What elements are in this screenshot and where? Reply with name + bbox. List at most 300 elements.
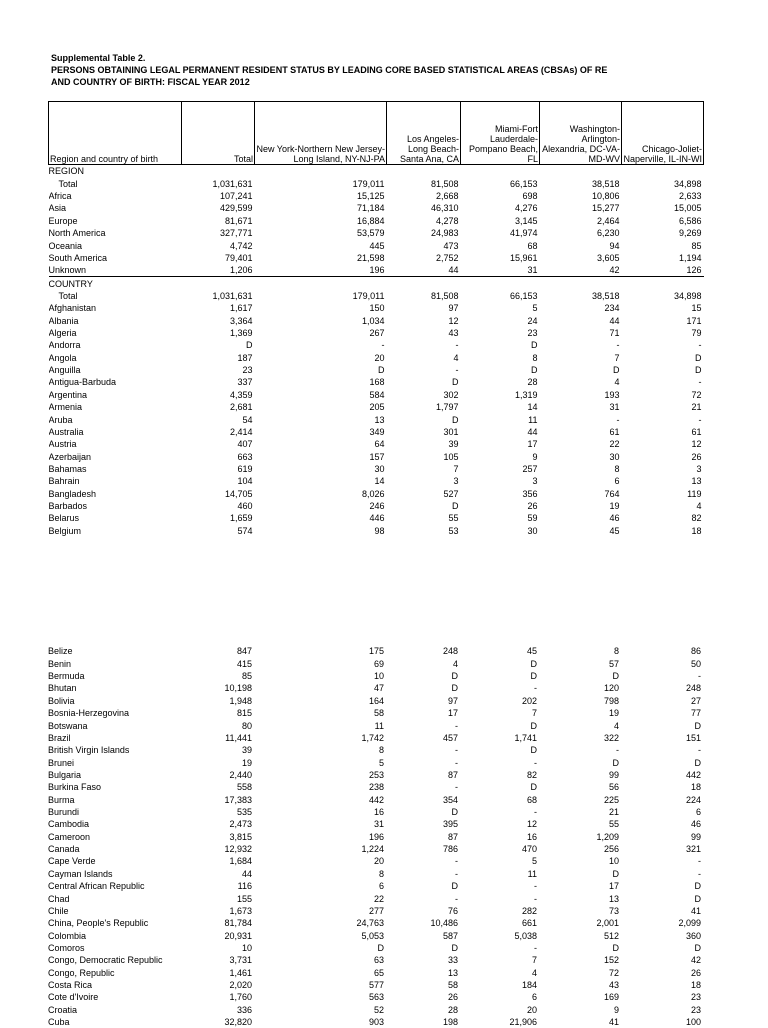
cell-value: 574 xyxy=(237,525,253,536)
table-row-oceania xyxy=(49,239,704,251)
cell-value: 28 xyxy=(527,377,538,388)
cell-value: 169 xyxy=(603,992,619,1003)
cell-value: 253 xyxy=(368,769,384,780)
cell-value: 395 xyxy=(442,819,458,830)
cell-value: 470 xyxy=(521,844,537,855)
cell-value: 72 xyxy=(608,967,619,978)
cell-value: 187 xyxy=(237,352,253,363)
table-title-block xyxy=(51,52,751,88)
cell-value: - xyxy=(455,745,458,756)
table-row-albania xyxy=(49,314,704,326)
cell-value: 164 xyxy=(368,695,384,706)
table-row-afghanistan xyxy=(49,302,704,314)
table-row-algeria xyxy=(49,327,704,339)
row-label: Unknown xyxy=(49,264,182,277)
cell-value: 52 xyxy=(373,1004,384,1015)
cell-value: 1,742 xyxy=(361,732,384,743)
row-label: Central African Republic xyxy=(48,881,145,892)
cell-value: 58 xyxy=(373,708,384,719)
cell-value: 2,414 xyxy=(229,426,253,437)
cell-value: 337 xyxy=(237,377,253,388)
cell-value: 224 xyxy=(685,794,701,805)
table-row-africa xyxy=(49,190,704,202)
cell-value: - xyxy=(534,683,537,694)
cell-value: D xyxy=(530,720,537,731)
cell-value: 6 xyxy=(531,992,537,1003)
cell-value: 56 xyxy=(608,782,619,793)
row-label: South America xyxy=(48,252,108,263)
cell-value: 4 xyxy=(613,720,619,731)
cell-value: 6 xyxy=(614,476,620,487)
table-row-anguilla xyxy=(49,364,704,376)
cell-value: 61 xyxy=(609,426,620,437)
cell-value: - xyxy=(698,856,701,867)
cell-value: 68 xyxy=(527,240,538,251)
cell-value: 23 xyxy=(527,328,538,339)
cell-value: 3 xyxy=(453,476,459,487)
cell-value: 30 xyxy=(374,463,385,474)
cell-value: 42 xyxy=(690,955,701,966)
cell-value: 4 xyxy=(452,658,458,669)
cell-value: D xyxy=(530,671,537,682)
cell-value: 26 xyxy=(691,451,702,462)
cell-value: 24,763 xyxy=(356,918,384,929)
cell-value: 33 xyxy=(447,955,458,966)
cell-value: 105 xyxy=(443,451,459,462)
row-label: Canada xyxy=(48,844,80,855)
table-row-bahamas xyxy=(49,463,704,475)
cell-value: 20 xyxy=(374,352,385,363)
row-label: Chad xyxy=(48,893,70,904)
cell-value: 15,961 xyxy=(509,252,538,263)
cell-value: - xyxy=(698,377,702,388)
cell-value: 119 xyxy=(687,488,702,499)
column-header-miami: Miami-Fort Lauderdale-Pompano Beach, FL xyxy=(461,102,540,165)
cell-value: 39 xyxy=(241,745,252,756)
row-label: Burundi xyxy=(48,807,80,818)
cell-value: D xyxy=(612,671,619,682)
cell-value: 1,684 xyxy=(229,856,252,867)
cell-value: D xyxy=(451,942,458,953)
cell-value: 445 xyxy=(369,240,385,251)
column-header-washington: Washington-Arlington-Alexandria, DC-VA-MD-WV xyxy=(540,102,622,165)
cell-value: - xyxy=(616,340,620,351)
cell-value: 1,206 xyxy=(182,264,255,277)
cell-value: 698 xyxy=(522,191,538,202)
row-label: Bosnia-Herzegovina xyxy=(48,708,130,719)
table-row-burundi xyxy=(48,806,703,818)
table-row-congo-democratic-republic xyxy=(48,954,703,966)
cell-value: - xyxy=(698,745,701,756)
cell-value: 2,681 xyxy=(229,402,253,413)
cell-value: 1,948 xyxy=(229,695,252,706)
cell-value: 11 xyxy=(527,868,537,879)
cell-value: 34,898 xyxy=(673,290,702,301)
cell-value: 71,184 xyxy=(356,203,385,214)
cell-value: 66,153 xyxy=(509,178,538,189)
table-row-argentina xyxy=(49,388,704,400)
cell-value: 99 xyxy=(608,769,619,780)
row-label: Cayman Islands xyxy=(48,868,113,879)
cell-value: 15 xyxy=(691,303,702,314)
cell-value: D xyxy=(451,807,458,818)
cell-value: 2,001 xyxy=(596,918,619,929)
table-row-bangladesh xyxy=(49,487,704,499)
table-row-bulgaria xyxy=(48,769,703,781)
cell-value: 302 xyxy=(443,389,459,400)
cell-value: 277 xyxy=(368,905,384,916)
cell-value: 248 xyxy=(685,683,701,694)
cell-value: 527 xyxy=(443,488,459,499)
table-row-austria xyxy=(49,438,704,450)
cell-value: 43 xyxy=(608,980,619,991)
cell-value: 54 xyxy=(242,414,253,425)
table-row-burkina-faso xyxy=(48,781,703,793)
cell-value: - xyxy=(455,868,458,879)
cell-value: D xyxy=(530,745,537,756)
cell-value: 34,898 xyxy=(673,178,702,189)
section-row-country xyxy=(49,277,704,290)
cell-value: 82 xyxy=(526,769,537,780)
cell-value: 31 xyxy=(609,402,620,413)
cell-value: 18 xyxy=(690,980,701,991)
cell-value: - xyxy=(534,881,537,892)
row-label: Bhutan xyxy=(48,683,77,694)
cell-value: - xyxy=(455,340,459,351)
cell-value: 442 xyxy=(685,769,701,780)
row-label: Belarus xyxy=(48,513,80,524)
cell-value: 98 xyxy=(374,525,385,536)
row-label: Bahamas xyxy=(48,463,87,474)
cell-value: - xyxy=(698,671,701,682)
cell-value: D xyxy=(530,658,537,669)
table-row-belarus xyxy=(49,512,704,524)
table-row-central-african-republic xyxy=(48,880,703,892)
cell-value: 21,906 xyxy=(509,1017,537,1028)
cell-value: 20,931 xyxy=(224,930,252,941)
cell-value: 3,605 xyxy=(596,252,620,263)
cell-value: 7 xyxy=(614,352,620,363)
cell-value: 4,278 xyxy=(435,215,459,226)
row-label: Belgium xyxy=(48,525,82,536)
column-header-region: Region and country of birth xyxy=(49,102,182,165)
row-label: Algeria xyxy=(48,328,77,339)
cell-value: 786 xyxy=(442,844,458,855)
cell-value: 12 xyxy=(691,439,702,450)
cell-value: 4,276 xyxy=(514,203,538,214)
cell-value: 8 xyxy=(378,868,384,879)
table-title-line-1: PERSONS OBTAINING LEGAL PERMANENT RESIDENT STATUS BY LEADING CORE BASED STATISTICAL AREAS (CBSAs) OF RE xyxy=(51,65,608,75)
cell-value: 4 xyxy=(696,501,702,512)
section-label: REGION xyxy=(48,166,85,177)
table-row-british-virgin-islands xyxy=(48,744,703,756)
row-label: Benin xyxy=(48,658,72,669)
cell-value: 97 xyxy=(448,303,459,314)
cell-value: 41 xyxy=(690,905,701,916)
cell-value: 46 xyxy=(609,513,620,524)
row-label: Aruba xyxy=(48,414,73,425)
cell-value: 301 xyxy=(443,426,459,437)
table-row-andorra xyxy=(49,339,704,351)
row-label: Burkina Faso xyxy=(48,782,102,793)
row-label: Angola xyxy=(48,352,77,363)
cell-value: 116 xyxy=(237,881,252,892)
cell-value: 41 xyxy=(608,1017,619,1028)
table-row-cambodia xyxy=(48,818,703,830)
row-label: Azerbaijan xyxy=(48,451,92,462)
cell-value: 18 xyxy=(691,525,702,536)
cell-value: 73 xyxy=(608,905,619,916)
cell-value: 1,461 xyxy=(229,967,252,978)
cell-value: 126 xyxy=(622,264,704,277)
cell-value: 15,005 xyxy=(673,203,702,214)
cell-value: 179,011 xyxy=(352,290,385,301)
cell-value: 79,401 xyxy=(224,252,253,263)
cell-value: 193 xyxy=(604,389,620,400)
row-label: Brazil xyxy=(48,732,71,743)
row-label: Bahrain xyxy=(48,476,80,487)
cell-value: - xyxy=(455,856,458,867)
cell-value: 764 xyxy=(604,488,620,499)
cell-value: 28 xyxy=(447,1004,458,1015)
cell-value: 248 xyxy=(442,646,458,657)
cell-value: 17,383 xyxy=(224,794,252,805)
row-label: Costa Rica xyxy=(48,980,93,991)
cell-value: 55 xyxy=(448,513,459,524)
cell-value: 10 xyxy=(373,671,384,682)
cell-value: 16 xyxy=(526,831,537,842)
cell-value: 30 xyxy=(609,451,620,462)
table-row-belize xyxy=(48,645,703,657)
cell-value: 13 xyxy=(374,414,385,425)
cell-value: 8 xyxy=(613,646,619,657)
cell-value: 14,705 xyxy=(224,488,253,499)
cell-value: D xyxy=(531,365,538,376)
cell-value: 3,815 xyxy=(229,831,252,842)
cell-value: 663 xyxy=(237,451,253,462)
cell-value: 81,784 xyxy=(224,918,252,929)
cell-value: 5 xyxy=(532,303,538,314)
cell-value: D xyxy=(694,893,701,904)
cell-value: D xyxy=(530,782,537,793)
cell-value: 23 xyxy=(690,1004,701,1015)
table-row-colombia xyxy=(48,929,703,941)
cell-value: 5,038 xyxy=(514,930,537,941)
cell-value: D xyxy=(246,340,253,351)
cell-value: D xyxy=(694,942,701,953)
cell-value: 175 xyxy=(368,646,384,657)
cell-value: 12 xyxy=(526,819,537,830)
row-label: Botswana xyxy=(48,720,88,731)
table-row-angola xyxy=(49,351,704,363)
cell-value: 80 xyxy=(241,720,252,731)
cell-value: 17 xyxy=(447,708,458,719)
table-row-cape-verde xyxy=(48,855,703,867)
cell-value: 7 xyxy=(531,955,537,966)
table-row-bermuda xyxy=(48,670,703,682)
cell-value: 69 xyxy=(373,658,384,669)
cell-value: 87 xyxy=(447,831,458,842)
table-row-australia xyxy=(49,426,704,438)
cell-value: 19 xyxy=(609,501,620,512)
table-row-china-people-s-republic xyxy=(48,917,703,929)
row-label: Croatia xyxy=(48,1004,78,1015)
cell-value: 322 xyxy=(603,732,619,743)
cell-value: 24,983 xyxy=(430,228,459,239)
cell-value: 26 xyxy=(527,501,538,512)
column-header-los-angeles: Los Angeles-Long Beach-Santa Ana, CA xyxy=(387,102,461,165)
table-row-burma xyxy=(48,793,703,805)
cell-value: D xyxy=(695,365,702,376)
cell-value: 234 xyxy=(604,303,620,314)
cell-value: 53 xyxy=(448,525,459,536)
cell-value: 12,932 xyxy=(224,844,252,855)
cell-value: 1,741 xyxy=(514,732,537,743)
cell-value: 584 xyxy=(369,389,385,400)
cell-value: 45 xyxy=(609,525,620,536)
cell-value: - xyxy=(534,757,537,768)
cell-value: 3,145 xyxy=(514,215,538,226)
cell-value: - xyxy=(534,942,537,953)
cell-value: 354 xyxy=(442,794,458,805)
cell-value: 157 xyxy=(369,451,385,462)
cell-value: 38,518 xyxy=(591,290,620,301)
cell-value: 5 xyxy=(531,856,537,867)
cell-value: 85 xyxy=(691,240,702,251)
table-row-botswana xyxy=(48,719,703,731)
cell-value: 179,011 xyxy=(352,178,385,189)
cell-value: 903 xyxy=(368,1017,384,1028)
cell-value: 21 xyxy=(608,807,619,818)
cell-value: 198 xyxy=(442,1017,458,1028)
cell-value: 15,125 xyxy=(356,191,385,202)
column-header-total: Total xyxy=(182,102,255,165)
cell-value: 415 xyxy=(236,658,252,669)
cell-value: 63 xyxy=(373,955,384,966)
table-row-bhutan xyxy=(48,682,703,694)
cell-value: 65 xyxy=(373,967,384,978)
cell-value: 27 xyxy=(690,695,701,706)
cell-value: 44 xyxy=(527,426,538,437)
cell-value: 19 xyxy=(608,708,619,719)
cell-value: 11,441 xyxy=(225,732,252,743)
cell-value: 8 xyxy=(378,745,384,756)
cell-value: 55 xyxy=(608,819,619,830)
cell-value: 17 xyxy=(527,439,538,450)
cell-value: 94 xyxy=(609,240,620,251)
cell-value: - xyxy=(534,893,537,904)
cell-value: 2,752 xyxy=(435,252,459,263)
cell-value: 1,369 xyxy=(229,328,253,339)
row-label: Congo, Republic xyxy=(48,967,115,978)
cell-value: 18 xyxy=(690,782,701,793)
row-label: British Virgin Islands xyxy=(48,745,130,756)
cell-value: 9 xyxy=(613,1004,619,1015)
cell-value: 82 xyxy=(691,513,702,524)
cell-value: D xyxy=(612,942,619,953)
cell-value: D xyxy=(613,365,620,376)
row-label: Barbados xyxy=(48,501,88,512)
row-label: Bolivia xyxy=(48,695,75,706)
table-row-costa-rica xyxy=(48,979,703,991)
cell-value: 79 xyxy=(691,328,702,339)
table-title-line-2: AND COUNTRY OF BIRTH: FISCAL YEAR 2012 xyxy=(51,77,250,87)
table-number: Supplemental Table 2. xyxy=(51,53,146,63)
cell-value: 356 xyxy=(522,488,538,499)
cell-value: 12 xyxy=(448,315,459,326)
cell-value: 168 xyxy=(369,377,385,388)
cell-value: - xyxy=(698,414,702,425)
cell-value: 661 xyxy=(521,918,537,929)
cell-value: 10 xyxy=(608,856,619,867)
cell-value: - xyxy=(616,745,619,756)
cell-value: 39 xyxy=(448,439,459,450)
cell-value: 535 xyxy=(236,807,252,818)
table-row-cameroon xyxy=(48,830,703,842)
cell-value: 16,884 xyxy=(356,215,385,226)
cell-value: 14 xyxy=(527,402,538,413)
cell-value: 1,319 xyxy=(514,389,538,400)
cell-value: 460 xyxy=(237,501,253,512)
cell-value: D xyxy=(694,720,701,731)
cell-value: 14 xyxy=(374,476,385,487)
cell-value: 9 xyxy=(532,451,538,462)
row-label: Cape Verde xyxy=(48,856,96,867)
table-row-congo-republic xyxy=(48,966,703,978)
cell-value: 97 xyxy=(447,695,458,706)
cell-value: 4 xyxy=(531,967,537,978)
table-row-belgium xyxy=(49,524,704,536)
cell-value: - xyxy=(455,893,458,904)
cell-value: 1,797 xyxy=(435,402,459,413)
cell-value: 61 xyxy=(691,426,702,437)
cell-value: 152 xyxy=(603,955,619,966)
cell-value: 2,099 xyxy=(678,918,701,929)
cell-value: 1,617 xyxy=(229,303,253,314)
row-label: Cameroon xyxy=(48,831,91,842)
cell-value: 256 xyxy=(603,844,619,855)
table-row-cuba xyxy=(48,1016,703,1028)
table-row-cayman-islands xyxy=(48,867,703,879)
cell-value: 5 xyxy=(378,757,384,768)
cell-value: 13 xyxy=(447,967,458,978)
cell-value: D xyxy=(612,757,619,768)
cell-value: 41,974 xyxy=(509,228,538,239)
cell-value: 587 xyxy=(442,930,458,941)
cell-value: 1,224 xyxy=(361,844,384,855)
row-label: Andorra xyxy=(48,340,81,351)
cell-value: 24 xyxy=(527,315,538,326)
cell-value: 327,771 xyxy=(219,228,253,239)
cell-value: 1,673 xyxy=(229,905,252,916)
table-row-comoros xyxy=(48,942,703,954)
row-label: Chile xyxy=(48,905,69,916)
cell-value: 1,194 xyxy=(678,252,702,263)
cell-value: 15,277 xyxy=(591,203,620,214)
cell-value: 26 xyxy=(447,992,458,1003)
cell-value: 53,579 xyxy=(356,228,385,239)
cell-value: 815 xyxy=(236,708,252,719)
cell-value: - xyxy=(534,807,537,818)
cell-value: 225 xyxy=(603,794,619,805)
cell-value: 8 xyxy=(532,352,538,363)
row-label: China, People's Republic xyxy=(48,918,149,929)
cell-value: 16 xyxy=(373,807,384,818)
cell-value: 321 xyxy=(685,844,701,855)
cell-value: 26 xyxy=(690,967,701,978)
cell-value: D xyxy=(452,377,459,388)
cell-value: 22 xyxy=(609,439,620,450)
